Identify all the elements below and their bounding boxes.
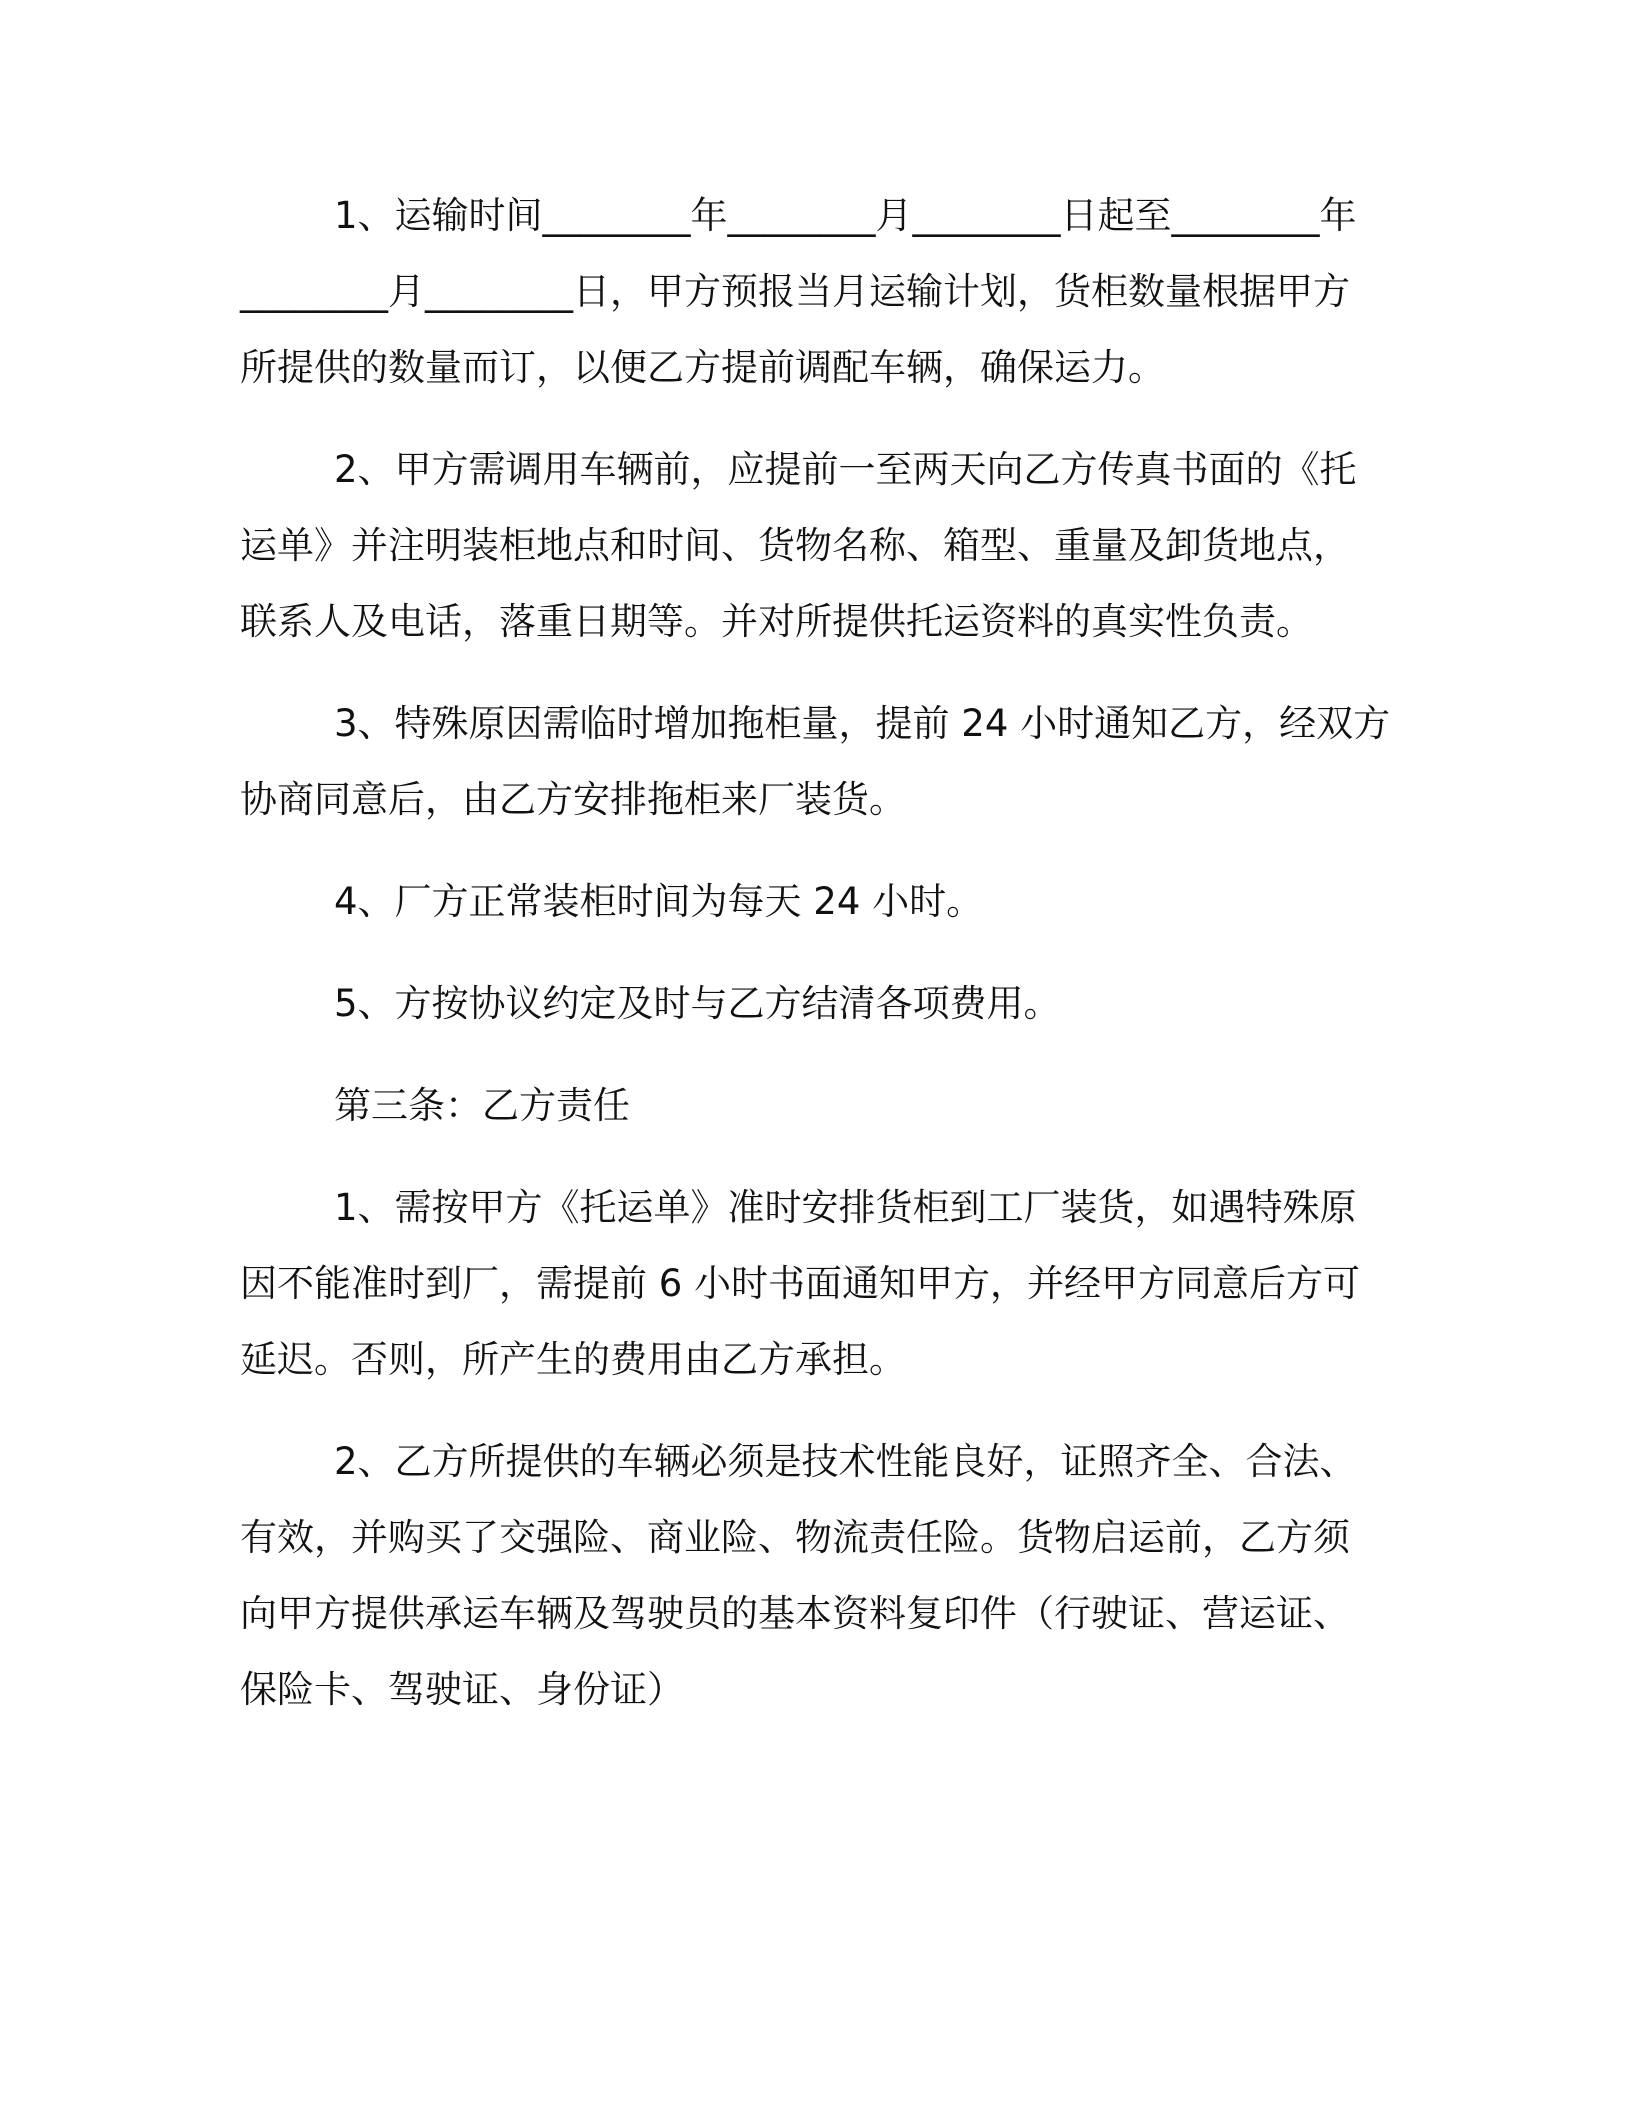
clause-paragraph-4 (240, 864, 1390, 940)
text-line: 因不能准时到厂，需提前 6 小时书面通知甲方，并经甲方同意后方可 (240, 1262, 1361, 1305)
clause-paragraph-2 (240, 432, 1390, 660)
text-line: ________月________日，甲方预报当月运输计划，货柜数量根据甲方 (240, 270, 1350, 313)
text-line: 5、方按协议约定及时与乙方结清各项费用。 (334, 982, 1061, 1025)
text-line: 1、运输时间________年________月________日起至________年 (334, 194, 1357, 237)
text-line: 运单》并注明装柜地点和时间、货物名称、箱型、重量及卸货地点， (240, 524, 1350, 567)
text-line: 2、乙方所提供的车辆必须是技术性能良好，证照齐全、合法、 (334, 1440, 1357, 1483)
text-line: 3、特殊原因需临时增加拖柜量，提前 24 小时通知乙方，经双方 (334, 702, 1391, 745)
clause-paragraph-5 (240, 966, 1390, 1042)
text-line: 4、厂方正常装柜时间为每天 24 小时。 (334, 880, 984, 923)
section-heading (240, 1068, 1390, 1144)
text-line: 所提供的数量而订，以便乙方提前调配车辆，确保运力。 (240, 346, 1165, 389)
section-heading-text: 第三条：乙方责任 (334, 1084, 630, 1127)
clause-paragraph-7 (240, 1424, 1390, 1728)
clause-paragraph-3 (240, 686, 1390, 838)
text-line: 保险卡、驾驶证、身份证） (240, 1668, 684, 1711)
text-line: 2、甲方需调用车辆前，应提前一至两天向乙方传真书面的《托 (334, 448, 1357, 491)
text-line: 协商同意后，由乙方安排拖柜来厂装货。 (240, 778, 906, 821)
text-line: 有效，并购买了交强险、商业险、物流责任险。货物启运前，乙方须 (240, 1516, 1350, 1559)
clause-paragraph-1 (240, 178, 1390, 406)
text-line: 向甲方提供承运车辆及驾驶员的基本资料复印件（行驶证、营运证、 (240, 1592, 1350, 1635)
text-line: 联系人及电话，落重日期等。并对所提供托运资料的真实性负责。 (240, 600, 1313, 643)
text-line: 1、需按甲方《托运单》准时安排货柜到工厂装货，如遇特殊原 (334, 1186, 1357, 1229)
text-line: 延迟。否则，所产生的费用由乙方承担。 (240, 1338, 906, 1381)
clause-paragraph-6 (240, 1170, 1390, 1398)
document-body (240, 178, 1390, 1754)
